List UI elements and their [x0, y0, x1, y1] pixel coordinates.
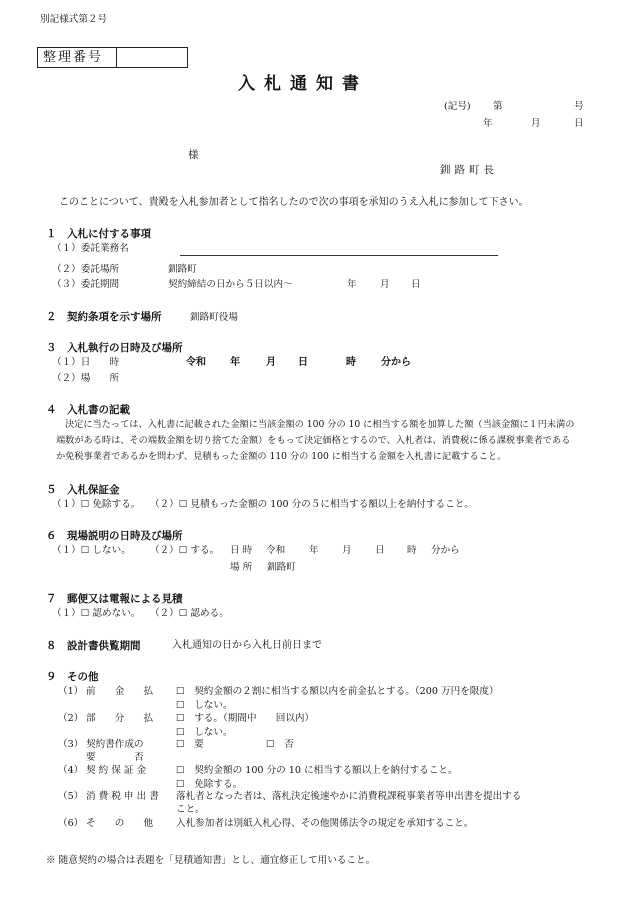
date-year: 年	[483, 118, 493, 129]
footnote: ※ 随意契約の場合は表題を「見積通知書」とし、適宜修正して用いること。	[46, 855, 376, 866]
section9-row5-text-line2: こと。	[176, 804, 205, 815]
section5-heading: ５ 入札保証金	[46, 484, 120, 496]
section5-option1[interactable]: （１）☐ 免除する。	[52, 499, 141, 510]
document-title: 入札通知書	[238, 74, 368, 94]
section9-row5-text-line1: 落札者となった者は、落札決定後速やかに消費税課税事業者等申出書を提出する	[176, 791, 522, 802]
section6-heading: ６ 現場説明の日時及び場所	[46, 530, 183, 542]
section9-row1-option-b[interactable]: ☐ しない。	[176, 700, 233, 711]
section3-year: 年	[230, 357, 240, 368]
section9-row6-label: そ の 他	[86, 818, 154, 829]
section1-item2-label: （２）委託場所	[52, 264, 120, 275]
section9-row4-label: 契 約 保 証 金	[86, 765, 147, 776]
section9-row3-label-line1: 契約書作成の	[86, 739, 144, 750]
section1-item3-label: （３）委託期間	[52, 279, 120, 290]
section9-heading: ９ その他	[46, 671, 99, 683]
section9-row3-option-b[interactable]: ☐ 否	[266, 739, 294, 750]
section9-row1-label: 前 金 払	[86, 686, 154, 697]
date-month: 月	[531, 118, 541, 129]
section9-row2-option-a[interactable]: ☐ する。（期間中 回以内）	[176, 713, 315, 724]
section4-line3: か免税事業者であるかを問わず、見積もった金額の 110 分の 100 に相当する金額を入札書に記載すること。	[56, 451, 507, 462]
section4-line2: 端数がある時は、その端数金額を切り捨てた金額）をもって決定価格とするので、入札者は、消費税に係る課税事業者である	[56, 435, 571, 446]
section1-item3-value: 契約締結の日から５日以内～	[168, 279, 293, 290]
section8-value: 入札通知の日から入札日前日まで	[172, 640, 322, 651]
section3-heading: ３ 入札執行の日時及び場所	[46, 342, 183, 354]
section7-option2[interactable]: （２）☐ 認める。	[150, 608, 229, 619]
section6-datetime-label: 日 時	[230, 545, 253, 556]
section5-option2[interactable]: （２）☐ 見積もった金額の 100 分の５に相当する額以上を納付すること。	[150, 499, 474, 510]
section3-minute: 分から	[381, 357, 411, 368]
section6-reiwa: 令和	[266, 545, 286, 556]
section6-day: 日	[375, 545, 385, 556]
section1-item1-label: （１）委託業務名	[52, 243, 129, 254]
section3-item1-label: （１）日 時	[52, 357, 120, 368]
section1-heading: １ 入札に付する事項	[46, 228, 151, 240]
section9-row4-option-a[interactable]: ☐ 契約金額の 100 分の 10 に相当する額以上を納付すること。	[176, 765, 458, 776]
section3-day: 日	[298, 357, 308, 368]
section9-row3-option-a[interactable]: ☐ 要	[176, 739, 204, 750]
issuer: 釧路町長	[440, 164, 498, 176]
section9-row2-number: （2）	[58, 713, 84, 724]
section6-hour: 時	[407, 545, 417, 556]
section6-place-label: 場 所	[230, 562, 253, 573]
form-id: 別記様式第２号	[40, 14, 108, 25]
doc-number-go: 号	[574, 101, 584, 112]
section9-row3-label-line2: 要 否	[86, 752, 144, 763]
business-name-underline	[180, 255, 498, 256]
section9-row2-option-b[interactable]: ☐ しない。	[176, 727, 233, 738]
section9-row3-number: （3）	[58, 739, 84, 750]
seiri-number-box	[37, 47, 188, 68]
section6-year: 年	[309, 545, 319, 556]
section9-row5-label: 消 費 税 申 出 書	[86, 791, 159, 802]
section4-heading: ４ 入札書の記載	[46, 404, 130, 416]
section7-option1[interactable]: （１）☐ 認めない。	[52, 608, 141, 619]
section9-row4-number: （4）	[58, 765, 84, 776]
section3-item2-label: （２）場 所	[52, 373, 120, 384]
section1-item3-year: 年	[347, 279, 357, 290]
seiri-divider	[116, 48, 117, 67]
section8-heading: ８ 設計書供覧期間	[46, 640, 141, 652]
section9-row1-option-a[interactable]: ☐ 契約金額の２割に相当する額以内を前金払とする。（200 万円を限度）	[176, 686, 499, 697]
date-day: 日	[574, 118, 584, 129]
section2-heading: ２ 契約条項を示す場所	[46, 311, 162, 323]
doc-number-kigo: (記号)	[444, 101, 471, 112]
intro-text: このことについて、貴殿を入札参加者として指名したので次の事項を承知のうえ入札に参加して下さい。	[59, 197, 529, 208]
section6-month: 月	[342, 545, 352, 556]
section9-row2-label: 部 分 払	[86, 713, 154, 724]
section4-line1: 決定に当たっては、入札書に記載された金額に当該金額の 100 分の 10 に相当する額を加算した額（当該金額に１円未満の	[65, 419, 575, 430]
section1-item3-month: 月	[380, 279, 390, 290]
section6-place-value: 釧路町	[267, 562, 296, 573]
section9-row1-number: （1）	[58, 686, 84, 697]
section6-option1[interactable]: （１）☐ しない。	[52, 545, 131, 556]
section9-row6-text: 入札参加者は別紙入札心得、その他関係法令の規定を承知すること。	[176, 818, 474, 829]
section1-item2-value: 釧路町	[168, 264, 197, 275]
section3-month: 月	[266, 357, 276, 368]
section2-value: 釧路町役場	[190, 312, 238, 323]
section1-item3-day: 日	[411, 279, 421, 290]
section6-option2[interactable]: （２）☐ する。	[150, 545, 220, 556]
section6-minute: 分から	[431, 545, 460, 556]
seiri-number-label: 整理番号	[43, 50, 104, 65]
section9-row4-option-b[interactable]: ☐ 免除する。	[176, 779, 243, 790]
doc-number-dai: 第	[493, 101, 503, 112]
section9-row6-number: （6）	[58, 818, 84, 829]
section7-heading: ７ 郵便又は電報による見積	[46, 593, 183, 605]
section3-hour: 時	[346, 357, 356, 368]
addressee-sama: 様	[188, 149, 199, 161]
section3-reiwa: 令和	[186, 357, 206, 368]
section9-row5-number: （5）	[58, 791, 84, 802]
